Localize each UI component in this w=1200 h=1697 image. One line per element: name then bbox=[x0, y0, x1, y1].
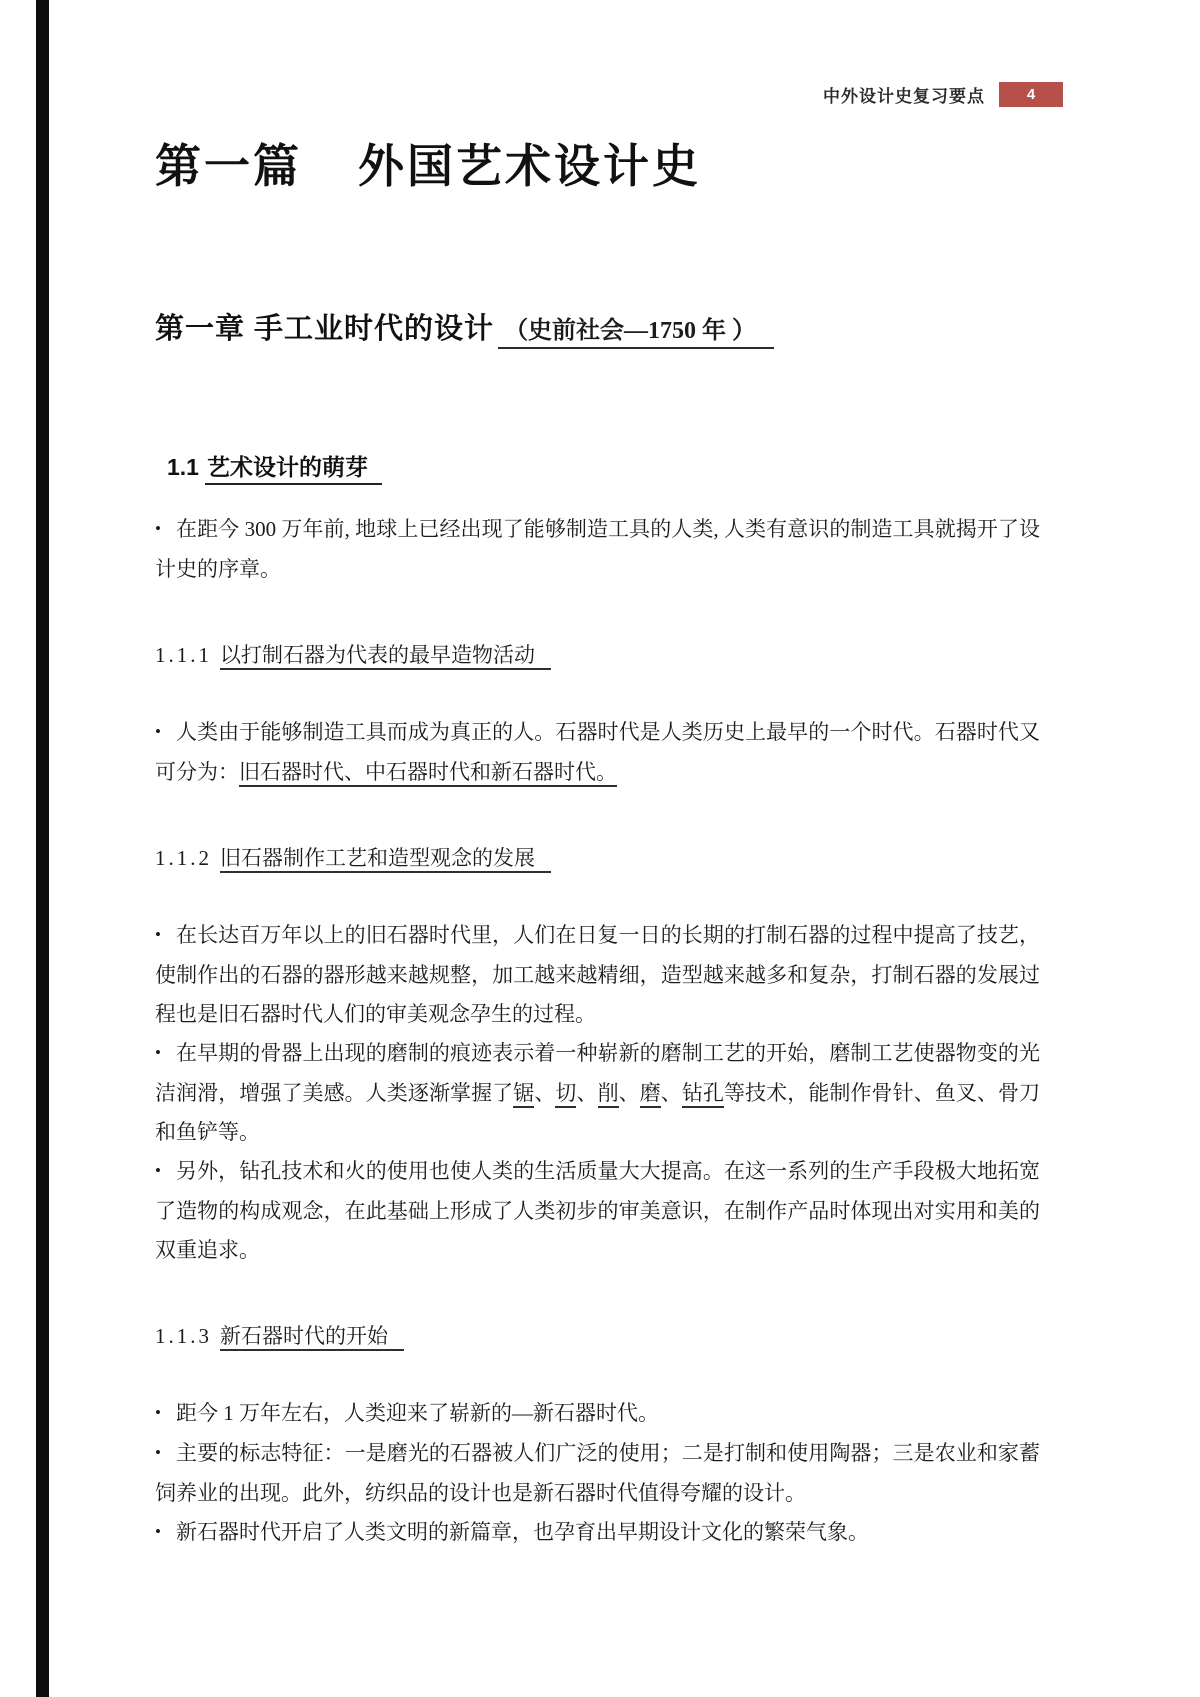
text-segment: 、 bbox=[618, 1081, 640, 1105]
part-title-text: 外国艺术设计史 bbox=[358, 140, 701, 192]
text-segment: 、 bbox=[534, 1081, 556, 1105]
underlined-text: 锯 bbox=[513, 1081, 534, 1108]
body-paragraph bbox=[155, 510, 1040, 589]
section-title: 艺术设计的萌芽 bbox=[205, 454, 382, 485]
subsection-title: 旧石器制作工艺和造型观念的发展 bbox=[220, 846, 551, 873]
body-paragraph bbox=[155, 916, 1040, 1034]
bullet-icon: • bbox=[155, 925, 161, 944]
text-segment: 在距今 300 万年前, 地球上已经出现了能够制造工具的人类, 人类有意识的制造工具就揭开了设计史的序章。 bbox=[155, 517, 1040, 581]
body-paragraph bbox=[155, 1152, 1040, 1270]
body-paragraph bbox=[155, 1513, 1040, 1553]
subsection-number: 1.1.3 bbox=[155, 1324, 212, 1348]
subsection-number: 1.1.1 bbox=[155, 643, 212, 667]
chapter-heading bbox=[155, 306, 1040, 347]
text-segment: 新石器时代开启了人类文明的新篇章，也孕育出早期设计文化的繁荣气象。 bbox=[175, 1520, 869, 1544]
text-segment: 、 bbox=[660, 1081, 682, 1105]
bullet-icon: • bbox=[155, 1161, 161, 1180]
underlined-text: 削 bbox=[598, 1081, 619, 1108]
subsection-heading bbox=[155, 842, 1040, 872]
underlined-text: 切 bbox=[555, 1081, 576, 1108]
underlined-text: 钻孔 bbox=[682, 1081, 724, 1108]
header-booklet-title: 中外设计史复习要点 bbox=[823, 87, 985, 106]
section-heading bbox=[167, 449, 1040, 482]
section-number: 1.1 bbox=[167, 454, 199, 480]
part-title-number: 第一篇 bbox=[155, 140, 302, 192]
body-paragraph bbox=[155, 1434, 1040, 1513]
body-paragraph bbox=[155, 713, 1040, 792]
subsection-title: 新石器时代的开始 bbox=[220, 1324, 404, 1351]
subsection-number: 1.1.2 bbox=[155, 846, 212, 870]
bullet-icon: • bbox=[155, 722, 161, 741]
text-segment: 、 bbox=[576, 1081, 598, 1105]
subsection-heading bbox=[155, 639, 1040, 669]
body-paragraph bbox=[155, 1034, 1040, 1152]
text-segment: 另外，钻孔技术和火的使用也使人类的生活质量大大提高。在这一系列的生产手段极大地拓宽了造物的构成观念，在此基础上形成了人类初步的审美意识，在制作产品时体现出对实用和美的双重追求。 bbox=[155, 1159, 1040, 1262]
bullet-icon: • bbox=[155, 1443, 161, 1462]
bullet-icon: • bbox=[155, 1522, 161, 1541]
text-segment: 距今 1 万年左右，人类迎来了崭新的—新石器时代。 bbox=[175, 1401, 659, 1425]
text-segment: 等技术，能制作骨针、鱼叉、骨刀和鱼铲等。 bbox=[155, 1081, 1041, 1144]
underlined-text: 旧石器时代、中石器时代和新石器时代。 bbox=[239, 760, 617, 787]
part-title bbox=[155, 130, 1040, 196]
page-number-badge: 4 bbox=[999, 82, 1063, 107]
text-segment: 在早期的骨器上出现的磨制的痕迹表示着一种崭新的磨制工艺的开始，磨制工艺使器物变的光洁润滑，增强了美感。人类逐渐掌握了 bbox=[155, 1041, 1040, 1105]
underlined-text: 磨 bbox=[640, 1081, 661, 1108]
bullet-icon: • bbox=[155, 1403, 161, 1422]
chapter-heading-period: （史前社会—1750 年 ） bbox=[498, 318, 774, 349]
document-body bbox=[155, 510, 1040, 1553]
subsection-heading bbox=[155, 1320, 1040, 1350]
chapter-heading-main: 第一章 手工业时代的设计 bbox=[155, 313, 495, 345]
page-header bbox=[823, 82, 1063, 107]
text-segment: 人类由于能够制造工具而成为真正的人。石器时代是人类历史上最早的一个时代。石器时代又可分为： bbox=[155, 720, 1040, 784]
binding-spine-bar bbox=[36, 0, 49, 1697]
text-segment: 主要的标志特征：一是磨光的石器被人们广泛的使用；二是打制和使用陶器；三是农业和家蓄饲养业的出现。此外，纺织品的设计也是新石器时代值得夸耀的设计。 bbox=[155, 1441, 1040, 1505]
subsection-title: 以打制石器为代表的最早造物活动 bbox=[220, 643, 551, 670]
bullet-icon: • bbox=[155, 519, 161, 538]
body-paragraph bbox=[155, 1394, 1040, 1434]
bullet-icon: • bbox=[155, 1043, 161, 1062]
text-segment: 在长达百万年以上的旧石器时代里，人们在日复一日的长期的打制石器的过程中提高了技艺，使制作出的石器的器形越来越规整，加工越来越精细，造型越来越多和复杂，打制石器的发展过程也是旧石器时代人们的审美观念孕生的过程。 bbox=[155, 923, 1040, 1026]
